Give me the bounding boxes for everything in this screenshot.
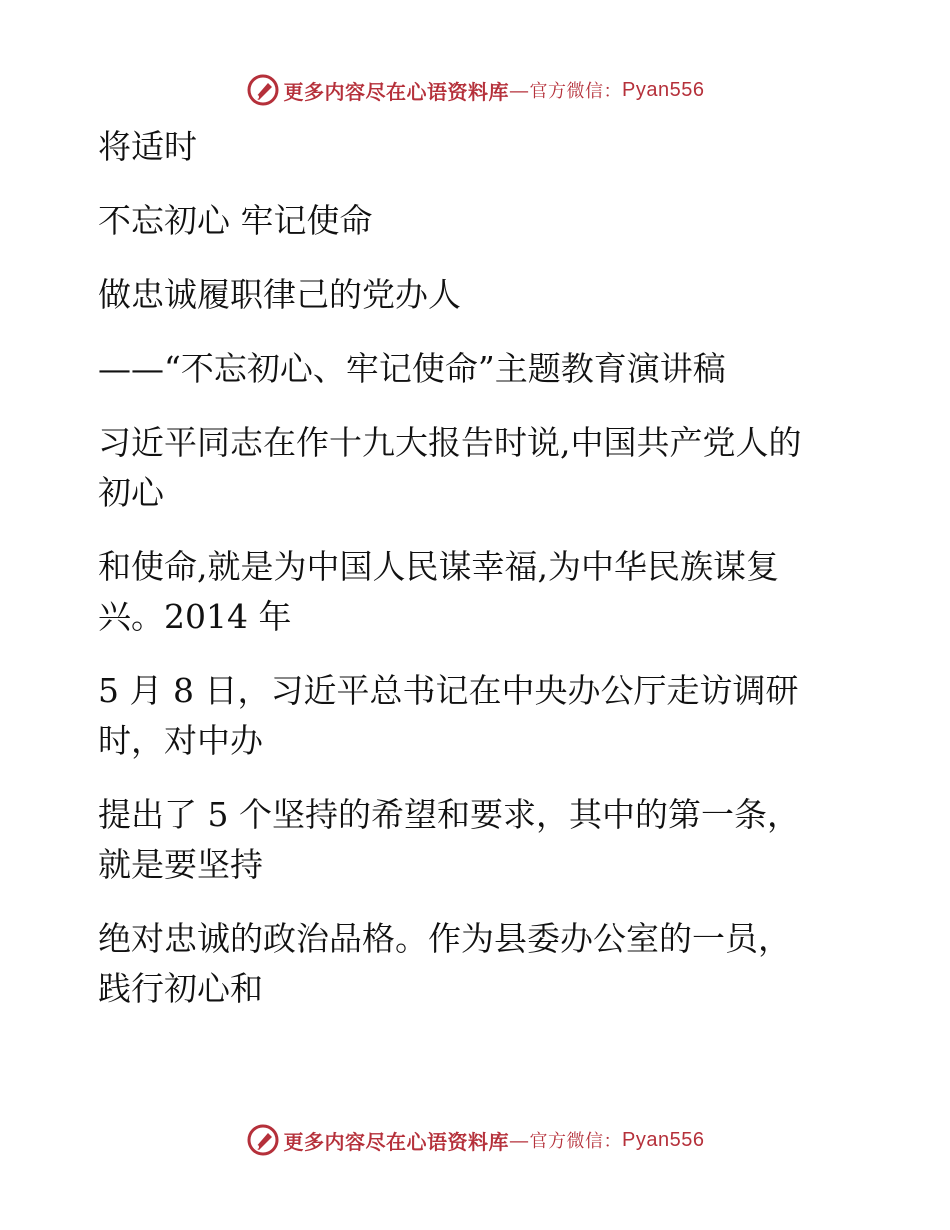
text-line: 提出了 5 个坚持的希望和要求，其中的第一条， [98,795,800,834]
pen-logo-icon [246,73,280,107]
header-watermark [0,70,950,110]
text-line: 绝对忠诚的政治品格。作为县委办公室的一员， [98,919,791,958]
watermark-separator: — [509,1128,530,1152]
text-line: 初心 [98,473,164,512]
document-subtitle: 做忠诚履职律己的党办人 [98,275,461,314]
text-line: 兴。2014 年 [98,597,292,636]
text-line: 将适时 [98,127,197,166]
watermark-sub-text: 官方微信： [529,81,623,102]
watermark-main-text: 更多内容尽在心语资料库 [283,1129,510,1154]
watermark-wechat-id: Pyan556 [622,1128,705,1151]
document-title: 不忘初心 牢记使命 [98,201,373,240]
watermark-wechat-id: Pyan556 [622,78,705,101]
text-line: 时，对中办 [98,721,263,760]
watermark-main-text: 更多内容尽在心语资料库 [283,79,510,104]
text-line: 就是要坚持 [98,845,263,884]
text-line: 5 月 8 日，习近平总书记在中央办公厅走访调研 [98,671,799,710]
document-body [98,122,858,1014]
document-subheading: ——“不忘初心、牢记使命”主题教育演讲稿 [98,349,726,388]
pen-logo-icon [246,1123,280,1157]
text-line: 习近平同志在作十九大报告时说,中国共产党人的 [98,423,802,462]
watermark-separator: — [509,78,530,102]
footer-watermark [0,1120,950,1160]
text-line: 践行初心和 [98,969,263,1008]
watermark-sub-text: 官方微信： [529,1131,623,1152]
text-line: 和使命,就是为中国人民谋幸福,为中华民族谋复 [98,547,779,586]
